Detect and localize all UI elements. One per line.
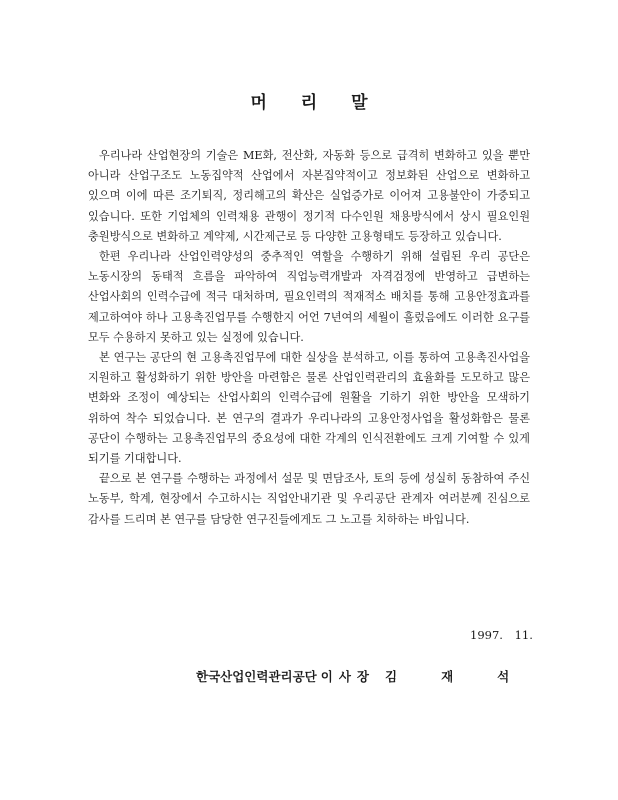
paragraph-2: 한편 우리나라 산업인력양성의 중추적인 역할을 수행하기 위해 설립된 우리 공단은 노동시장의 동태적 흐름을 파악하여 직업능력개발과 자격검정에 반영하고 급변하는 산업사회의 인력수급에 적극 대처하며, 필요인력의 적재적소 배치를 통해 고용안정효과를 제고하여야 하나 고용촉진업무를 수행한지 어언 7년여의 세월이 흘렀음에도 이러한 요구를 모두 수용하지 못하고 있는 실정에 있습니다. <box>88 250 530 344</box>
signature-organization: 한국산업인력관리공단 <box>196 669 317 684</box>
signature-name: 김재석 <box>385 669 554 684</box>
paragraph-3: 본 연구는 공단의 현 고용촉진업무에 대한 실상을 분석하고, 이를 통하여 고용촉진사업을 지원하고 활성화하기 위한 방안을 마련함은 물론 산업인력관리의 효율화를 도모하고 많은 변화와 조정이 예상되는 산업사회의 인력수급에 원활을 기하기 위한 방안을 모색하기 위하여 착수 되었습니다. 본 연구의 결과가 우리나라의 고용안정사업을 활성화함은 물론 공단이 수행하는 고용촉진업무의 중요성에 대한 각계의 인식전환에도 크게 기여할 수 있게 되기를 기대합니다. <box>88 351 530 466</box>
page-title: 머 리 말 <box>250 93 382 113</box>
document-date: 1997. 11. <box>470 628 533 642</box>
signature-position: 이사장 <box>320 669 375 684</box>
preface-body <box>88 146 530 530</box>
paragraph-4: 끝으로 본 연구를 수행하는 과정에서 설문 및 면담조사, 토의 등에 성실히 동참하여 주신 노동부, 학계, 현장에서 수고하시는 직업안내기관 및 우리공단 관계자 여러분께 진심으로 감사를 드리며 본 연구를 담당한 연구진들에게도 그 노고를 치하하는 바입니다. <box>88 472 530 526</box>
paragraph-1: 우리나라 산업현장의 기술은 ME화, 전산화, 자동화 등으로 급격히 변화하고 있을 뿐만 아니라 산업구조도 노동집약적 산업에서 자본집약적이고 정보화된 산업으로 변화하고 있으며 이에 따른 조기퇴직, 정리해고의 확산은 실업증가로 이어져 고용불안이 가중되고 있습니다. 또한 기업체의 인력채용 관행이 정기적 다수인원 채용방식에서 상시 필요인원 충원방식으로 변화하고 계약제, 시간제근로 등 다양한 고용형태도 등장하고 있습니다. <box>88 149 530 243</box>
signature-line <box>196 667 553 685</box>
